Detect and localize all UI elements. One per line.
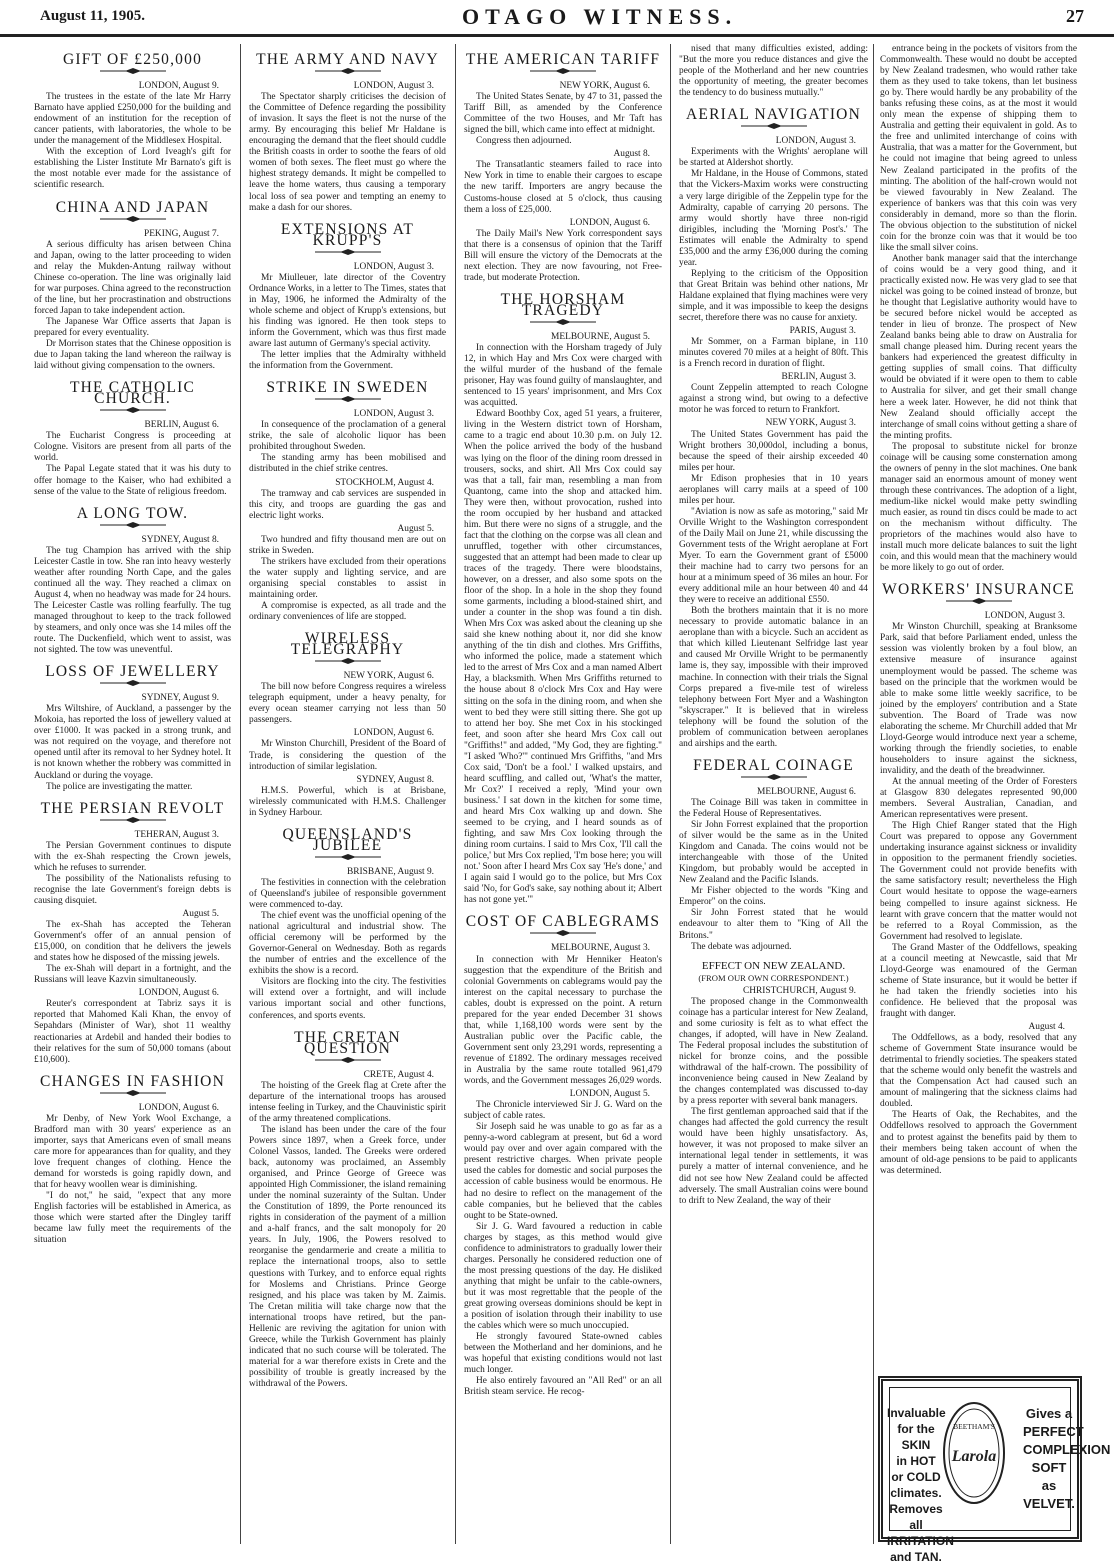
article-heading: CHINA AND JAPAN [55,198,210,216]
paragraph: "I do not," he said, "expect that any more English factories will be established in America, as those which were started after the Dingley tariff became law fully meet the requirements of the situation [34,1191,231,1246]
heading-ornament [98,1089,168,1097]
article [249,379,446,623]
column-4 [679,44,868,1544]
article-subheading: EFFECT ON NEW ZEALAND. [701,959,846,972]
ad-line: and TAN. [890,1550,942,1564]
article [464,51,662,284]
masthead [0,0,1114,37]
paragraph: Another bank manager said that the interchange of coins would be a very good thing, and it practically existed now. He was very glad to see that nickel was going to be coined instead of bronze, but he thought that Legislative authority would have to be secured before nickel would be accepted as tender in lieu of bronze. The prospect of New Zealand banks being able to draw on Australia for small change pleased him. During recent years the bankers had experienced the greatest difficulty in getting supplies of small coins. That difficulty would be obviated if it were open to them to cable to Australia for silver, and get their small change here a week later. However, he did not think that New Zealand should officially accept the interchange of small coins without getting a share of the minting profits. [880,253,1077,441]
paragraph: Replying to the criticism of the Opposition that Great Britain was behind other nations, Mr Haldane explained that flying machines were very simple, and it was impossible to keep the designs secret, therefore there was no cause for anxiety. [679,268,868,324]
paragraph: The first gentleman approached said that if the changes had affected the gold currency the result would have been highly unsatisfactory. As, however, it was not proposed to make silver an international legal tender in settlements, it was purely a matter of internal convenience, and he did not see how New Zealand could be affected adversely. The small Australian coins were bound to drift to New Zealand, the way of their [679,1107,868,1206]
column-rule [873,44,874,1544]
paragraph: Count Zeppelin attempted to reach Cologne against a strong wind, but owing to a defective motor he was forced to return to Frankfort. [679,383,868,416]
column-2 [249,44,446,1544]
dateline: PARIS, August 3. [789,326,856,337]
paragraph: Dr Morrison states that the Chinese opposition is due to Japan taking the land whereon the railway is laid without giving compensation to the owners. [34,339,231,372]
dateline: TEHERAN, August 3. [134,829,219,840]
paragraph: The Eucharist Congress is proceeding at Cologne. Visitors are present from all parts of the world. [34,431,231,464]
ad-left-text [887,1405,954,1565]
ad-line: PERFECT [1023,1424,1084,1439]
paragraph: The Persian Government continues to dispute with the ex-Shah respecting the Crown jewels, which he refuses to surrender. [34,840,231,873]
paragraph: The ex-Shah will depart in a fortnight, and the Russians will leave Kazvin simultaneously. [34,964,231,986]
article-heading: GIFT OF £250,000 [62,51,203,68]
dateline: NEW YORK, August 3. [765,418,856,429]
dateline: NEW YORK, August 6. [343,671,434,682]
dateline: LONDON, August 5. [569,1089,650,1100]
article [249,630,446,819]
column-rule [455,44,456,1544]
paragraph: Mr Winston Churchill, speaking at Branksome Park, said that before Parliament ended, unless the session was violently broken by a foul blow, an extensive measure of insurance against unemployment would be passed. The scheme was based on the principle that the workmen would be able to make some little weekly sacrifice, to be joined by the employers' contribution and a State subvention. The Board of Trade was now elaborating the scheme. Mr Churchill added that Mr Lloyd-George would introduce next year a scheme, working through the friendly societies, to enable householders to insure against the sickness, invalidity, and the death of the breadwinner. [880,622,1077,776]
dateline: MELBOURNE, August 3. [551,943,650,954]
paragraph: The United States Senate, by 47 to 31, passed the Tariff Bill, as amended by the Conference Committee of the two Houses, and Mr Taft has signed the bill, which came into effect at midnight. [464,92,662,136]
paragraph: The standing army has been mobilised and distributed in the chief strike centres. [249,453,446,475]
column-rule [670,44,671,1544]
dateline: NEW YORK, August 6. [559,81,650,92]
paragraph: The Chronicle interviewed Sir J. G. Ward on the subject of cable rates. [464,1100,662,1122]
correspondent-credit: (FROM OUR OWN CORRESPONDENT.) [698,972,849,983]
paragraph: He strongly favoured State-owned cables between the Motherland and her dominions, and he was hopeful that existing conditions would not last much longer. [464,1332,662,1376]
article [880,44,1077,574]
article [464,913,662,1398]
heading-ornament [739,773,809,781]
dateline: PEKING, August 7. [143,228,219,239]
article [679,961,868,1207]
paragraph: At the annual meeting of the Order of Foresters at Glasgow 830 delegates represented 90,000 members. Several Australian, Canadian, and American representatives were present. [880,777,1077,821]
ad-line: for the SKIN [897,1422,935,1452]
article-heading: EXTENSIONS AT KRUPP'S [280,220,415,249]
ad-right-text [1023,1405,1111,1513]
ad-brand: BEETHAM'S [953,1422,995,1431]
paragraph: With the exception of Lord Iveagh's gift for establishing the Lister Institute Mr Barnato's gift is the most notable ever made for the assistance of scientific research. [34,147,231,191]
article [34,198,231,373]
article-heading: AERIAL NAVIGATION [686,106,861,124]
paragraph: The trustees in the estate of the late Mr Harry Barnato have applied £250,000 for the building and endowment of an institution for the reception of cancer patients, with laboratories, the whole to be under the management of the Middlesex Hospital. [34,92,231,147]
ad-line: VELVET. [1023,1496,1075,1511]
article [249,825,446,1022]
column-3 [464,44,662,1544]
paragraph: The tug Champion has arrived with the ship Leicester Castle in tow. She ran into heavy westerly weather after rounding North Cape, and the gales continued all the way. They reached a climax on August 4, when no headway was made for 24 hours. The Leicester Castle was rolling fearfully. The tug managed throughout to keep to the track followed by steamers, and only once was she 14 miles off the route. The Duckenfield, which went to assist, was not sighted. The tow was uneventful. [34,545,231,656]
column-1 [34,44,231,1544]
heading-ornament [528,67,598,75]
paragraph: The United States Government has paid the Wright brothers 30,000dol, including a bonus, because the speed of their airship exceeded 40 miles per hour. [679,429,868,473]
paragraph: The Japanese War Office asserts that Japan is prepared for every eventuality. [34,316,231,338]
dateline: LONDON, August 6. [569,217,650,228]
article [34,51,231,192]
issue-date: August 11, 1905. [40,8,146,24]
paragraph: The proposal to substitute nickel for bronze coinage will be causing some consternation among the owners of penny in the slot machines. One bank manager said an enormous amount of money went through these contrivances. The adoption of a light, medium-like nickel would make petty swindling much easier, as round tin discs could be made to act on the mechanism without difficulty. The proprietors of the machines would also have to install much more delicate balances to suit the light coin, and this would mean that the machinery would be more likely to go out of order. [880,441,1077,574]
dateline: LONDON, August 6. [138,1102,219,1113]
article-heading: THE CATHOLIC CHURCH. [69,379,196,408]
larola-bottle-logo [941,1399,1007,1507]
paragraph: Mr Haldane, in the House of Commons, stated that the Vickers-Maxim works were constructing a very large dirigible of the Zeppelin type for the Admiralty, capable of carrying 20 persons. The army would shortly have three non-rigid dirigibles, including the 'Morning Post's.' The Estimates will enable the Admiralty to spend £35,000 and the army £36,000 during the coming year. [679,169,868,268]
dateline: LONDON, August 6. [138,988,219,999]
paragraph: Mr Winston Churchill, President of the Board of Trade, is considering the question of the introduction of similar legislation. [249,739,446,772]
dateline: August 5. [182,909,219,919]
ad-line: COMPLEXION [1023,1442,1111,1457]
article [34,1072,231,1247]
paragraph: The ex-Shah has accepted the Teheran Government's offer of an annual pension of £15,000, on condition that he delivers the jewels and states how he disposed of the missing jewels. [34,920,231,964]
article-heading: STRIKE IN SWEDEN [266,379,429,397]
dateline: LONDON, August 3. [984,611,1065,622]
ad-line: or COLD [891,1470,941,1484]
dateline: CRETE, August 4. [363,1069,434,1080]
paragraph: Mr Denby, of New York Wool Exchange, a Bradford man with 30 years' experience as an importer, says that Americans even of small means care more for appearances than for quality, and they love frequent changes of clothing. Hence the demand for worsteds is going rapidly down, and that for heavy woollen wear is diminishing. [34,1113,231,1191]
paragraph: In connection with the Horsham tragedy of July 12, in which Hay and Mrs Cox were charged with the wilful murder of the husband of the female prisoner, Hay was found guilty of manslaughter, and sentenced to 15 years' imprisonment, and Mrs Cox was acquitted. [464,343,662,409]
paragraph: The Hearts of Oak, the Rechabites, and the Oddfellows resolved to approach the Government and to protest against the benefits paid by them to their members being taken account of when the amount of old-age pensions to be paid to applicants was determined. [880,1110,1077,1176]
heading-ornament [313,853,383,861]
ad-line: climates. [890,1486,942,1500]
dateline: August 5. [397,523,434,534]
paragraph: Edward Boothby Cox, aged 51 years, a fruiterer, living in the Western district town of Horsham, came to a tragic end about 10.30 p.m. on July 12. When the police arrived the body of the husband was lying on the floor of the dining room dressed in trousers, socks, and shirt. All Mrs Cox could say was that a tall, fair man, resembling a man from Quantong, came into the shop and attacked him. They were then, without provocation, rushed into the room occupied by her husband and attacked him. But there were no signs of a struggle, and the fact that the clothing on the corpse was all clean and unruffled, together with other circumstances, suggested that an attempt had been made to clear up traces of the tragedy. There were bloodstains, however, on a dresser, and also some spots on the floor of the shop. In a hole in the shop they found some garments, including a blood-stained shirt, and under a counter in the shop was found a tin dish. When Mrs Cox was asked about the cleaning up she said she knew nothing about it, nor did she know anything of the tin dish and clothes. Mrs Griffiths, who informed the police, made a statement which led to the arrest of Mrs Cox and a man named Albert Hay, a blacksmith. When Mrs Griffiths returned to the house about 8 o'clock Mrs Cox and Hay were sitting on the sofa in the dining room, and when she went to bed they were still sitting there. She got up to attend her boy. She met Cox in his stockinged feet, and soon after she heard Mrs Cox call out "Griffiths!" and added, "My God, they are fighting." "I asked 'Who?'" continued Mrs Griffiths, "and Mrs Cox said, 'Don't be a fool.' I walked upstairs, and heard scuffling, and called out, 'What's the matter, Mr Cox?' I received a reply, 'Mind your own business.' I sat down in the kitchen for some time, and heard Mrs Cox walking up and down. She seemed to be crying, and I heard sounds as of fighting, and saw Mrs Cox looking through the dining room curtains. I said to Mrs Cox, 'I'll call the police,' but Mrs Cox replied, 'I'm bose here; you will not.' Soon after I heard Mrs Cox say 'He's done,' and I again said I would go to the police, but Mrs Cox said 'No, for God's sake, say nothing about it; Albert has not gone yet.'" [464,409,662,906]
heading-ornament [528,318,598,326]
ad-line: IRRITATION [887,1534,954,1548]
paragraph: The letter implies that the Admiralty withheld the information from the Government. [249,350,446,372]
heading-ornament [98,816,168,824]
paragraph: Sir John Forrest stated that he would endeavour to alter them to "King of All the Britons." [679,908,868,941]
paragraph: Sir Joseph said he was unable to go as far as a penny-a-word cablegram at present, but 6d a word would pay over and over again compared with the present restrictive charges. When private people used the cables for domestic and social purposes the accession of cable business would be enormous. He had no desire to reflect on the management of the cable companies, but he believed that the cables ought to be State-owned. [464,1122,662,1221]
paragraph: Mr Sommer, on a Farman biplane, in 110 minutes covered 70 miles at a height of 80ft. This is a French record in duration of flight. [679,337,868,370]
dateline: LONDON, August 3. [353,409,434,420]
article [249,51,446,214]
ad-line: Invaluable [887,1406,946,1420]
dateline: LONDON, August 3. [775,136,856,147]
article [249,1028,446,1390]
page-number: 27 [1066,6,1084,26]
paragraph: The police are investigating the matter. [46,781,193,792]
article-heading: A LONG TOW. [76,504,189,522]
ad-line: Gives a [1025,1406,1073,1421]
heading-ornament [739,122,809,130]
paragraph: The proposed change in the Commonwealth coinage has a particular interest for New Zealand, and some curiosity is felt as to what effect the changes, if adopted, will have in New Zealand. The Federal proposal includes the substitution of nickel for bronze coins, and the possible withdrawal of the half-crown. The possibility of inconvenience being caused in New Zealand by the changes contemplated was discussed to-day by a press reporter with several bank managers. [679,996,868,1107]
ad-line: as [1041,1478,1057,1493]
ad-line: in HOT [896,1454,936,1468]
dateline: August 8. [613,149,650,160]
paragraph: The possibility of the Nationalists refusing to recognise the late Government's foreign debts is causing disquiet. [34,873,231,906]
paragraph: Mr Fisher objected to the words "King and Emperor" on the coins. [679,886,868,908]
column-rule [240,44,241,1544]
paragraph: In consequence of the proclamation of a general strike, the sale of alcoholic liquor has been prohibited throughout Sweden. [249,420,446,453]
newspaper-title: OTAGO WITNESS. [462,4,738,29]
heading-ornament [528,929,598,937]
ad-product: Larola [951,1448,997,1465]
dateline: BRISBANE, August 9. [347,866,434,877]
heading-ornament [313,395,383,403]
heading-ornament [98,406,168,414]
paragraph: nised that many difficulties existed, adding: "But the more you reduce distances and give the people of the Motherland and her new countries the opportunity of meeting, the greater becomes the tendency to do business mutually." [679,44,868,99]
paragraph: Two hundred and fifty thousand men are out on strike in Sweden. [249,534,446,556]
paragraph: Mrs Wiltshire, of Auckland, a passenger by the Mokoia, has reported the loss of jewellery valued at over £1000. It was packed in a strong trunk, and was not required on the voyage, and therefore not opened until after its removal to her Sydney hotel. It is not known whether the robbery was committed in Auckland or during the voyage. [34,704,231,781]
article-heading: THE PERSIAN REVOLT [40,799,225,817]
article [880,581,1077,1176]
dateline: SYDNEY, August 8. [141,534,219,545]
article-heading: THE ARMY AND NAVY [256,51,439,68]
article-heading: LOSS OF JEWELLERY [45,663,220,681]
paragraph: The Transatlantic steamers failed to race into New York in time to enable their cargoes to escape the new tariff. Importers are angry because the Customs-house closed at 5 o'clock, thus causing them a loss of £25,000. [464,160,662,215]
paragraph: In connection with Mr Henniker Heaton's suggestion that the expenditure of the British and colonial Governments on cablegrams would pay the interest on the capital necessary to purchase the cables, doubt is expressed on the point. A return prepared for the year ended December 31 shows that, while 1,168,100 words were sent by the Australian public over the Pacific cable, the Government sent only 23,291 words, representing a revenue of £1892. The ordinary messages received in Australia by the same route totalled 961,479 words, and the Government messages 26,029 words. [464,954,662,1087]
paragraph: Visitors are flocking into the city. The festivities will extend over a fortnight, and will include various important social and other functions, conferences, and sports events. [249,977,446,1021]
article [34,663,231,792]
dateline: LONDON, August 6. [353,728,434,739]
heading-ornament [313,248,383,256]
paragraph: Mr Miulleuer, late director of the Coventry Ordnance Works, in a letter to The Times, states that in May, 1906, he informed the Admiralty of the whole scheme and object of Krupp's extensions, but his finding was ignored. He then took steps to inform the Government, which was thus first made aware last autumn of Germany's special activity. [249,272,446,350]
paragraph: A compromise is expected, as all trade and the ordinary conveniences of life are stopped. [249,601,446,623]
paragraph: H.M.S. Powerful, which is at Brisbane, wirelessly communicated with H.M.S. Challenger in Sydney Harbour. [249,785,446,818]
paragraph: Sir J. G. Ward favoured a reduction in cable charges by stages, as this method would give confidence to administrators to gradually lower their charges. Personally he considered reduction one of the most pressing questions of the day. He disliked anything that might be unfair to the cable-owners, but it was most regrettable that the people of the great growing overseas dominions should be kept in a position of isolation through their inability to use the cables which were so much unoccupied. [464,1221,662,1332]
article [34,799,231,1066]
paragraph: entrance being in the pockets of visitors from the Commonwealth. These would no doubt be accepted by New Zealand tradesmen, who would rather take them as they used to take tokens, than let business go by. There would hardly be any probability of the banks refusing these coins, as at the most it would only mean the expense of shipping them to Australia and getting their equivalent in gold. As to the free and unlimited interchange of coins with Australia, that was a matter for the Government, but he could not imagine that being agreed to unless New Zealand participated in the profits of the minting. The abolition of the half-crown would not be viewed favourably in New Zealand. The experience of bankers was that this coin was very considerably in demand, more so than the florin. The obvious objection to the substitution of nickel coin for the bronze coin was that it would be too like the small silver coins. [880,44,1077,253]
article-heading: WORKERS' INSURANCE [882,581,1075,599]
paragraph: Both the brothers maintain that it is no more necessary to provide automatic balance in an aeroplane than with a bicycle. Such an accident as that which killed Lieutenant Selfridge last year and caused Mr Orville Wright to be permanently lame is, they say, impossible with their improved machine. In connection with their trials the Signal Corps prepared a five-mile test of wireless telephony between Fort Myer and a Washington "skyscraper." It is believed that in wireless telephony will be found the solution of the problem of communication between aeroplanes and airships and the earth. [679,606,868,749]
paragraph: The debate was adjourned. [691,941,792,952]
paragraph: The Spectator sharply criticises the decision of the Committee of Defence regarding the possibility of invasion. It says the fleet is not the nurse of the army. By encouraging this belief Mr Haldane is encouraging the demand that the fleet should cuddle the British coasts in order to soothe the fears of old women of both sexes. The fleet must go where the highest strategy demands. It might be compelled to leave the home waters, thus causing a temporary local loss of sea power and tempting an enemy to make a dash for our shores. [249,92,446,213]
paragraph: Congress then adjourned. [476,136,572,147]
article [249,220,446,373]
paragraph: The island has been under the care of the four Powers since 1897, when a Greek force, under Colonel Vassos, landed. The Greeks were ordered back, autonomy was proclaimed, an Assembly organised, and Prince George of Greece was appointed High Commissioner, the island remaining under the nominal suzerainty of the Sultan. Under the Constitution of 1899, the Porte renounced its rights in consideration of the payment of a million and a-half francs, and the salt monopoly for 20 years. In July, 1906, the Powers resolved to reorganise the gendarmerie and create a militia to replace the international troops, also to settle questions with Turkey, and to enforce equal rights for Moslems and Christians. Prince George resigned, and his place was taken by M. Zaimis. The Cretan militia will take charge now that the international troops have retired, but the pan-Hellenic are reviving the agitation for union with Greece, while the Turkish Government has plainly indicated that no such course will be tolerated. The material for a war therefore exists in Crete and the possibility of trouble is greatly increased by the withdrawal of the Powers. [249,1124,446,1389]
article-heading: THE CRETAN QUESTION [294,1028,401,1057]
article [679,756,868,953]
paragraph: The festivities in connection with the celebration of Queensland's jubilee of responsible government were commenced to-day. [249,877,446,911]
ad-line: Removes all [889,1502,943,1532]
dateline: LONDON, August 3. [353,261,434,272]
heading-ornament [313,67,383,75]
dateline: LONDON, August 3. [353,81,434,92]
paragraph: The Oddfellows, as a body, resolved that any scheme of Government State insurance would be detrimental to friendly societies. The speakers stated that the scheme would only benefit the wastrels and that the Compensation Act had caused such an amount of malingering that the sickness claims had doubled. [880,1033,1077,1110]
paragraph: "Aviation is now as safe as motoring," said Mr Orville Wright to the Washington correspondent of the Daily Mail on June 21, while discussing the Government tests of the Wright aeroplane at Fort Myer. To earn the Government grant of £5000 their machine had to carry two persons for an hour at a minimum speed of 36 miles an hour. For every additional mile an hour between 40 and 44 they were to receive an additional £550. [679,506,868,606]
dateline: MELBOURNE, August 6. [757,786,856,797]
heading-ornament [313,1056,383,1064]
paragraph: The bill now before Congress requires a wireless telegraph equipment, under a heavy penalty, for every ocean steamer carrying not less than 50 passengers. [249,682,446,726]
paragraph: He also entirely favoured an "All Red" or an all British steam service. He recog- [464,1376,662,1398]
paragraph: The Grand Master of the Oddfellows, speaking at a council meeting at Newcastle, said that Mr Lloyd-George was enamoured of the German scheme of State insurance, but it would be better if he had taken the friendly societies into his confidence. He believed that the proposal was fraught with danger. [880,942,1077,1019]
article-heading: THE HORSHAM TRAGEDY [500,290,626,319]
paragraph: The strikers have excluded from their operations the water supply and lighting service, and are organising special constables to assist in maintaining order. [249,556,446,600]
heading-ornament [98,521,168,529]
dateline: BERLIN, August 3. [781,372,856,383]
paragraph: The Papal Legate stated that it was his duty to offer homage to the Kaiser, who had exhibited a sense of the value to the State of religious freedom. [34,464,231,497]
article [679,44,868,99]
article-heading: FEDERAL COINAGE [693,756,854,774]
article-heading: THE AMERICAN TARIFF [465,51,661,68]
paragraph: The High Chief Ranger stated that the High Court was prepared to oppose any Government undertaking insurance against sickness or invalidity in opposition to the permanent friendly societies. The Government could not provide benefits with the same satisfactory result; nevertheless the High Court would hesitate to oppose the wage-earners being compelled to insure against sickness. He learnt with grave concern that the matter would not be referred to a Royal Commission, as the Government had resolved to legislate. [880,821,1077,942]
article-heading: QUEENSLAND'S JUBILEE [282,825,413,854]
article [34,504,231,657]
heading-ornament [313,657,383,665]
article-heading: COST OF CABLEGRAMS [465,913,661,931]
article [34,379,231,497]
heading-ornament [944,597,1014,605]
paragraph: The tramway and cab services are suspended in this city, and troops are guarding the gas and electric light works. [249,488,446,521]
column-5 [880,44,1077,1364]
paragraph: The hoisting of the Greek flag at Crete after the departure of the international troops has aroused intense feeling in Turkey, and the Chauvinistic spirit of the army threatened complications. [249,1080,446,1124]
paragraph: The chief event was the unofficial opening of the national agricultural and industrial show. The official ceremony will be performed by the Governor-General on Wednesday. Both as regards the number of entries and the excellence of the exhibits the show is a record. [249,911,446,977]
dateline: August 4. [1028,1022,1065,1033]
article-heading: WIRELESS TELEGRAPHY [290,630,405,659]
paragraph: Sir John Forrest explained that the proportion of silver would be the same as in the United Kingdom and Canada. The coins would not be interchangeable with those of the United Kingdom, but probably would be accepted in New Zealand and the Pacific Islands. [679,820,868,886]
paragraph: The Coinage Bill was taken in committee in the Federal House of Representatives. [679,797,868,819]
heading-ornament [98,67,168,75]
dateline: SYDNEY, August 8. [356,774,434,785]
paragraph: Reuter's correspondent at Tabriz says it is reported that Mahomed Kali Khan, the envoy of Sepahdars (Minister of War), shot 11 wealthy reactionaries at Ardebil and handed their bodies to their relatives for the sum of 50,000 tomans (about £10,600). [34,999,231,1065]
dateline: MELBOURNE, August 5. [551,331,650,342]
dateline: STOCKHOLM, August 4. [335,477,434,488]
dateline: LONDON, August 9. [138,81,219,92]
article-heading: CHANGES IN FASHION [40,1072,225,1090]
paragraph: Experiments with the Wrights' aeroplane will be started at Aldershot shortly. [679,147,868,169]
dateline: SYDNEY, August 9. [141,693,219,704]
article [679,106,868,750]
heading-ornament [98,215,168,223]
paragraph: Mr Edison prophesies that in 10 years aeroplanes will carry mails at a speed of 100 miles per hour. [679,473,868,506]
paragraph: The Daily Mail's New York correspondent says that there is a consensus of opinion that the Tariff Bill will ensure the victory of the Democrats at the next election. They are now favouring, not Free-trade, but moderate Protection. [464,228,662,283]
dateline: CHRISTCHURCH, August 9. [742,985,856,996]
paragraph: A serious difficulty has arisen between China and Japan, owing to the latter proceeding to widen and relay the Mukden-Antung railway without Chinese co-operation. The line was originally laid for war purposes. China agreed to the reconstruction of the line, but her procrastination and obstructions forced Japan to take independent action. [34,239,231,316]
dateline: BERLIN, August 6. [144,420,219,431]
article [464,290,662,907]
larola-advertisement [878,1376,1111,1564]
ad-line: SOFT [1031,1460,1067,1475]
heading-ornament [98,679,168,687]
